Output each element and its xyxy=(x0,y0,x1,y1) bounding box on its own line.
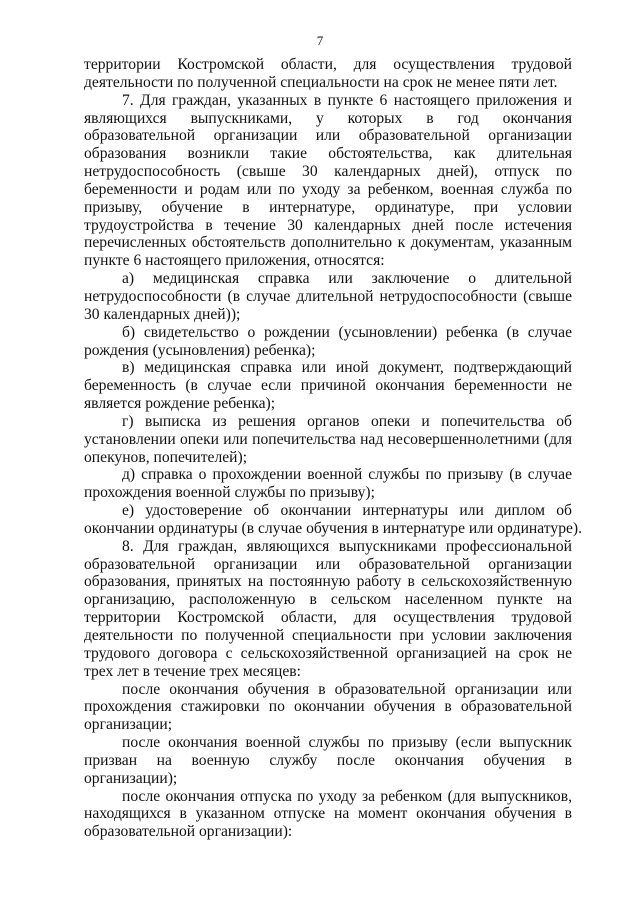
text-line: установлении опеки или попечительства над несовершеннолетними (для xyxy=(84,430,572,448)
text-line: деятельности по полученной специальности на срок не менее пяти лет. xyxy=(84,73,558,91)
text-line: нетрудоспособность (свыше 30 календарных дней), отпуск по xyxy=(84,163,572,181)
text-line: призыву, обучение в интернатуре, ординатуре, при условии xyxy=(84,198,572,216)
text-line: опекунов, попечителей); xyxy=(84,448,248,466)
text-line: б) свидетельство о рождении (усыновлении) ребенка (в случае xyxy=(122,323,572,341)
text-line: 7. Для граждан, указанных в пункте 6 настоящего приложения и xyxy=(122,91,572,109)
text-line: беременности и родам или по уходу за ребенком, военная служба по xyxy=(84,180,572,198)
page-number: 7 xyxy=(316,33,324,48)
text-line: трех лет в течение трех месяцев: xyxy=(84,662,301,680)
text-line: образовательной организации): xyxy=(84,823,293,841)
text-line: пункте 6 настоящего приложения, относятся: xyxy=(84,252,385,270)
text-line: образовательной организации или образовательной организации xyxy=(84,127,572,145)
text-line: рождения (усыновления) ребенка); xyxy=(84,341,316,359)
text-line: образования, принятых на постоянную работу в сельскохозяйственную xyxy=(84,573,572,591)
text-line: перечисленных обстоятельств дополнительно к документам, указанным xyxy=(84,234,572,252)
text-line: деятельности по полученной специальности при условии заключения xyxy=(84,627,572,644)
text-line: трудоустройства в течение 30 календарных дней после истечения xyxy=(84,216,572,234)
text-line: является рождение ребенка); xyxy=(84,395,276,413)
text-line: г) выписка из решения органов опеки и попечительства об xyxy=(122,412,572,430)
text-line: образования возникли такие обстоятельства, как длительная xyxy=(84,145,572,163)
text-line: прохождения военной службы по призыву); xyxy=(84,484,375,502)
text-line: 30 календарных дней)); xyxy=(84,305,241,323)
text-line: находящихся в указанном отпуске на момент окончания обучения в xyxy=(84,805,572,823)
text-line: после окончания обучения в образовательной организации или xyxy=(122,680,572,698)
text-line: окончании ординатуры (в случае обучения в интернатуре или ординатуре). xyxy=(84,519,583,537)
text-line: призван на военную службу после окончания обучения в xyxy=(84,751,572,769)
text-line: трудового договора с сельскохозяйственной организацией на срок не xyxy=(84,644,572,662)
text-line: беременность (в случае если причиной окончания беременности не xyxy=(84,377,572,395)
text-line: территории Костромской области, для осуществления трудовой xyxy=(84,609,572,627)
text-line: территории Костромской области, для осуществления трудовой xyxy=(84,56,572,73)
text-line: прохождения стажировки по окончании обучения в образовательной xyxy=(84,698,572,716)
text-line: после окончания военной службы по призыву (если выпускник xyxy=(122,734,572,752)
text-line: нетрудоспособности (в случае длительной нетрудоспособности (свыше xyxy=(84,287,572,305)
document-body xyxy=(84,56,583,841)
text-line: в) медицинская справка или иной документ, подтверждающий xyxy=(122,359,572,377)
text-line: а) медицинская справка или заключение о длительной xyxy=(122,270,572,288)
text-line: организации; xyxy=(84,716,173,734)
text-line: 8. Для граждан, являющихся выпускниками профессиональной xyxy=(122,537,572,555)
text-line: е) удостоверение об окончании интернатуры или диплом об xyxy=(122,502,572,520)
text-line: организации); xyxy=(84,769,178,787)
text-line: образовательной организации или образовательной организации xyxy=(84,555,572,573)
text-line: организацию, расположенную в сельском населенном пункте на xyxy=(84,591,572,609)
text-line: после окончания отпуска по уходу за ребенком (для выпускников, xyxy=(122,787,572,805)
text-line: являющихся выпускниками, у которых в год окончания xyxy=(84,109,572,127)
text-line: д) справка о прохождении военной службы по призыву (в случае xyxy=(122,466,572,484)
